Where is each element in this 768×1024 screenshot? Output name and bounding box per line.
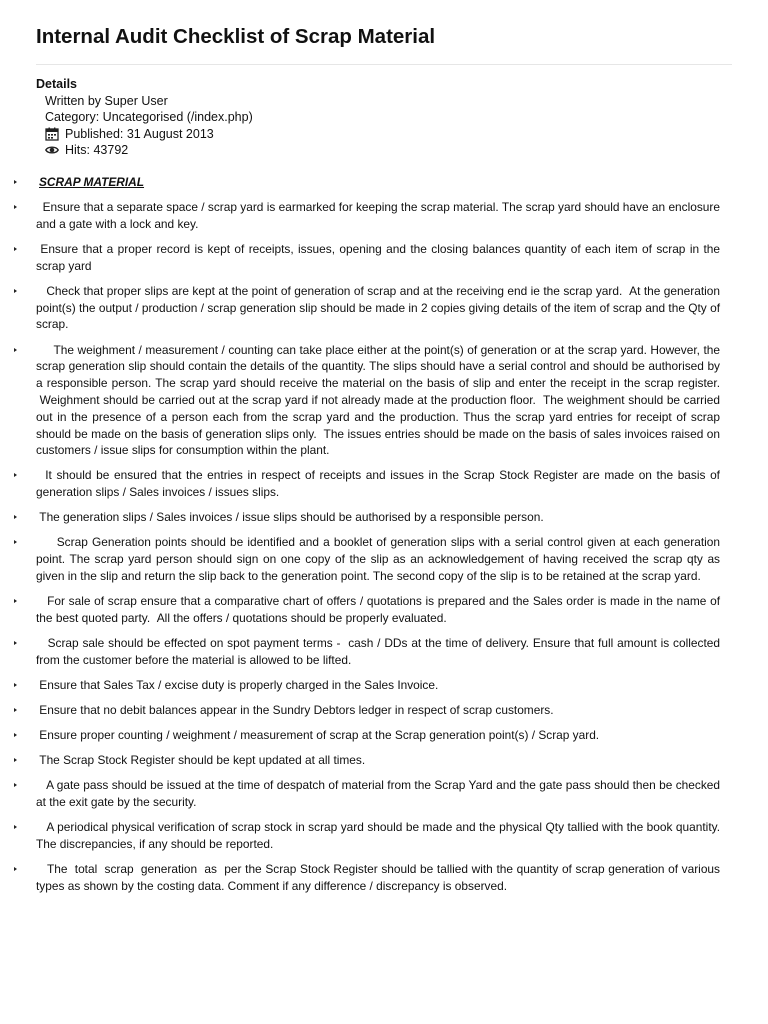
list-item: The weighment / measurement / counting can take place either at the point(s) of generation or at the scrap yard. However, the scrap generation slip should contain the details of the quantity. The slips should have a serial control and should be authorised by a responsible person. The scrap yard should receive the material on the basis of slip and enter the receipt in the scrap register. Weighment should be carried out at the scrap yard if not already made at the production floor. The weighment should be carried out in the presence of a person each from the scrap yard and the production. Thus the scrap yard entries for receipt of scrap should be made on the basis of generation slips only. The issues entries should be made on the basis of sales invoices raised on customers / issue slips for consumption within the plant. xyxy=(36,342,720,458)
hits-text: Hits: 43792 xyxy=(65,143,129,157)
checklist xyxy=(36,174,720,903)
list-item: Ensure that a separate space / scrap yard is earmarked for keeping the scrap material. The scrap yard should have an enclosure and a gate with a lock and key. xyxy=(36,200,720,231)
list-item: Scrap sale should be effected on spot payment terms - cash / DDs at the time of delivery. Ensure that full amount is collected from the customer before the material is allowed to be lifted. xyxy=(36,636,720,667)
list-item: Check that proper slips are kept at the point of generation of scrap and at the receiving end ie the scrap yard. At the generation point(s) the output / production / scrap generation slip should be made in 2 copies giving details of the item of scrap and the Qty of scrap. xyxy=(36,283,720,332)
calendar-icon xyxy=(45,127,59,141)
details-heading: Details xyxy=(36,77,77,91)
hits-line xyxy=(36,142,436,159)
list-item: A gate pass should be issued at the time of despatch of material from the Scrap Yard and the gate pass should then be checked at the exit gate by the security. xyxy=(36,778,720,810)
author-line xyxy=(36,93,436,110)
category-line[interactable] xyxy=(36,109,436,126)
list-item: The Scrap Stock Register should be kept updated at all times. xyxy=(36,752,720,769)
list-item: A periodical physical verification of scrap stock in scrap yard should be made and the physical Qty tallied with the book quantity. The discrepancies, if any should be reported. xyxy=(36,820,720,851)
eye-icon xyxy=(45,143,59,157)
list-item: Ensure that a proper record is kept of receipts, issues, opening and the closing balances quantity of each item of scrap in the scrap yard xyxy=(36,241,720,273)
list-item: Ensure proper counting / weighment / measurement of scrap at the Scrap generation point(s) / Scrap yard. xyxy=(36,727,720,744)
list-item: For sale of scrap ensure that a comparative chart of offers / quotations is prepared and the Sales order is made in the name of the best quoted party. All the offers / quotations should be properly evaluated. xyxy=(36,594,720,625)
section-heading: SCRAP MATERIAL xyxy=(39,175,145,189)
checklist-heading-item xyxy=(36,174,720,191)
author-text: Written by Super User xyxy=(45,93,168,108)
list-item: The total scrap generation as per the Scrap Stock Register should be tallied with the quantity of scrap generation of various types as shown by the costing data. Comment if any difference / discrepancy is observed. xyxy=(36,862,720,893)
list-item: Ensure that Sales Tax / excise duty is properly charged in the Sales Invoice. xyxy=(36,677,720,694)
article-details xyxy=(36,76,436,159)
list-item: Ensure that no debit balances appear in the Sundry Debtors ledger in respect of scrap customers. xyxy=(36,702,720,719)
list-item: Scrap Generation points should be identified and a booklet of generation slips with a serial control given at each generation point. The scrap yard person should sign on one copy of the slip as an acknowledgement of having received the scrap qty as given in the slip and return the slip back to the generation point. The second copy of the slip is to be retained at the scrap yard. xyxy=(36,535,720,584)
category-text[interactable]: Category: Uncategorised (/index.php) xyxy=(45,110,253,124)
list-item: The generation slips / Sales invoices / issue slips should be authorised by a responsible person. xyxy=(36,509,720,526)
published-line xyxy=(36,126,436,143)
list-item: It should be ensured that the entries in respect of receipts and issues in the Scrap Stock Register are made on the basis of generation slips / Sales invoices / issues slips. xyxy=(36,468,720,500)
published-text: Published: 31 August 2013 xyxy=(65,126,214,141)
title-divider xyxy=(36,64,732,65)
page-title: Internal Audit Checklist of Scrap Material xyxy=(36,25,436,48)
